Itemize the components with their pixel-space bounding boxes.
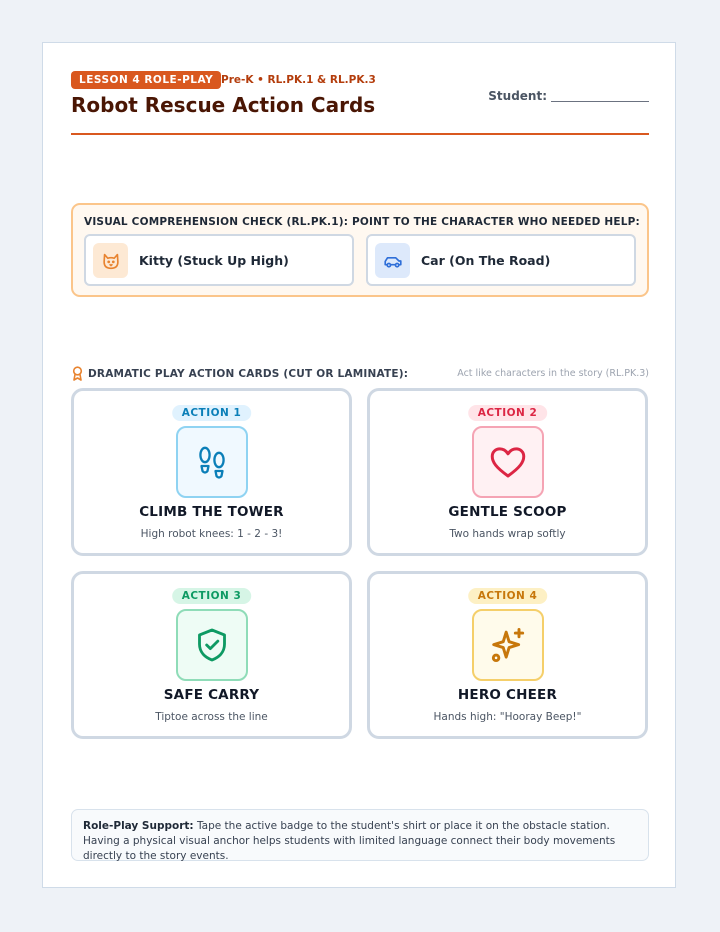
action-title: SAFE CARRY — [163, 687, 260, 703]
student-name-line[interactable] — [551, 101, 649, 102]
student-label: Student: — [488, 89, 547, 103]
page-title: Robot Rescue Action Cards — [71, 93, 376, 117]
action-description: Hands high: "Hooray Beep!" — [433, 711, 582, 723]
action-title: HERO CHEER — [457, 687, 558, 703]
action-card-carry[interactable] — [71, 571, 352, 739]
action-cards-header — [71, 366, 649, 382]
shield-check-icon — [176, 609, 248, 681]
medal-icon — [71, 366, 84, 385]
comprehension-check — [71, 203, 649, 297]
action-pill: ACTION 2 — [468, 405, 548, 421]
sparkles-icon — [472, 609, 544, 681]
action-card-scoop[interactable] — [367, 388, 648, 556]
action-description: High robot knees: 1 - 2 - 3! — [140, 528, 283, 540]
action-title: CLIMB THE TOWER — [139, 504, 284, 520]
support-text: Tape the active badge to the student's shirt or place it on the obstacle station. Having a physical visual anchor helps students with limited language connect their body movements directly to the story events. — [83, 820, 616, 862]
worksheet-page — [42, 42, 676, 888]
cat-icon — [93, 243, 128, 278]
action-description: Two hands wrap softly — [449, 528, 566, 540]
standards-label: Pre-K • RL.PK.1 & RL.PK.3 — [221, 74, 376, 86]
choice-car-label: Car (On The Road) — [421, 253, 551, 268]
action-pill: ACTION 4 — [468, 588, 548, 604]
action-title: GENTLE SCOOP — [448, 504, 567, 520]
support-label: Role-Play Support: — [83, 820, 194, 832]
action-description: Tiptoe across the line — [155, 711, 268, 723]
worksheet-header — [71, 71, 649, 135]
action-card-cheer[interactable] — [367, 571, 648, 739]
choice-kitty[interactable] — [84, 234, 354, 286]
lesson-badge: LESSON 4 ROLE-PLAY — [71, 71, 221, 89]
heart-icon — [472, 426, 544, 498]
action-pill: ACTION 1 — [172, 405, 252, 421]
footprints-icon — [176, 426, 248, 498]
action-card-climb[interactable] — [71, 388, 352, 556]
comprehension-check-title: VISUAL COMPREHENSION CHECK (RL.PK.1): POINT TO THE CHARACTER WHO NEEDED HELP: — [84, 216, 640, 228]
role-play-support-note — [71, 809, 649, 861]
action-cards-note: Act like characters in the story (RL.PK.3) — [457, 368, 649, 379]
choice-car[interactable] — [366, 234, 636, 286]
student-name-field[interactable] — [488, 89, 649, 103]
choice-kitty-label: Kitty (Stuck Up High) — [139, 253, 289, 268]
car-icon — [375, 243, 410, 278]
action-cards-title: DRAMATIC PLAY ACTION CARDS (CUT OR LAMINATE): — [88, 368, 409, 380]
action-pill: ACTION 3 — [172, 588, 252, 604]
